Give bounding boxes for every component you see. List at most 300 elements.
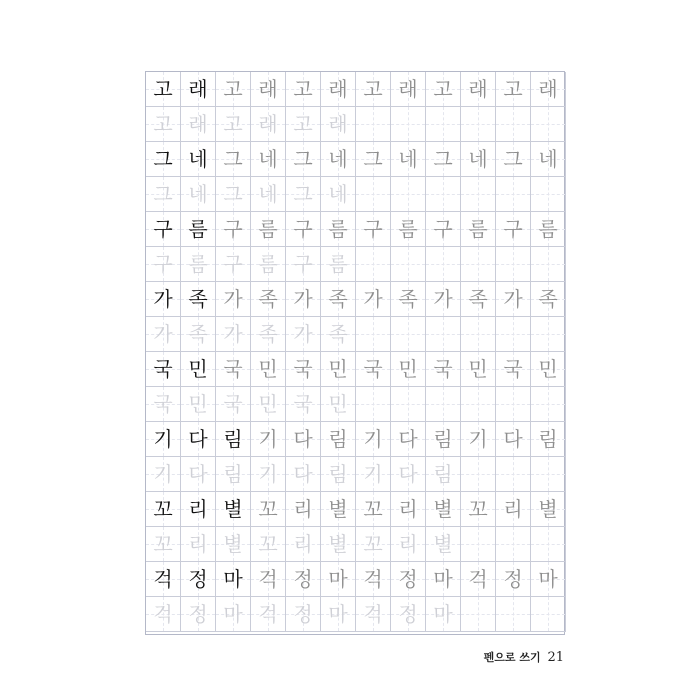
syllable: 그 xyxy=(503,147,523,171)
blank-practice-cell xyxy=(496,177,531,212)
trace-syllable-cell xyxy=(251,282,286,317)
syllable: 림 xyxy=(328,462,348,486)
syllable: 름 xyxy=(188,217,208,241)
syllable: 별 xyxy=(328,497,348,521)
faint-trace-cell xyxy=(426,597,461,632)
faint-trace-cell xyxy=(216,457,251,492)
blank-practice-cell xyxy=(531,247,566,282)
trace-syllable-cell xyxy=(391,142,426,177)
blank-practice-cell xyxy=(496,597,531,632)
blank-practice-cell xyxy=(531,457,566,492)
model-syllable-cell xyxy=(181,422,216,457)
syllable: 별 xyxy=(223,532,243,556)
trace-syllable-cell xyxy=(496,562,531,597)
trace-syllable-cell xyxy=(216,72,251,107)
syllable: 구 xyxy=(223,252,243,276)
syllable: 족 xyxy=(188,322,208,346)
faint-trace-cell xyxy=(286,107,321,142)
blank-practice-cell xyxy=(496,317,531,352)
syllable: 구 xyxy=(293,252,313,276)
model-syllable-cell xyxy=(146,282,181,317)
syllable: 국 xyxy=(153,392,173,416)
faint-trace-cell xyxy=(286,527,321,562)
faint-trace-cell xyxy=(426,457,461,492)
blank-practice-cell xyxy=(531,177,566,212)
syllable: 네 xyxy=(398,147,418,171)
blank-practice-cell xyxy=(531,107,566,142)
faint-trace-cell xyxy=(146,177,181,212)
trace-syllable-cell xyxy=(426,352,461,387)
trace-syllable-cell xyxy=(531,562,566,597)
syllable: 래 xyxy=(328,112,348,136)
syllable: 정 xyxy=(398,602,418,626)
syllable: 구 xyxy=(293,217,313,241)
trace-syllable-cell xyxy=(216,282,251,317)
syllable: 네 xyxy=(188,147,208,171)
syllable: 래 xyxy=(398,77,418,101)
faint-trace-cell xyxy=(181,387,216,422)
trace-syllable-cell xyxy=(496,72,531,107)
faint-trace-cell xyxy=(426,527,461,562)
trace-syllable-cell xyxy=(531,72,566,107)
blank-practice-cell xyxy=(461,107,496,142)
trace-syllable-cell xyxy=(461,352,496,387)
trace-syllable-cell xyxy=(426,422,461,457)
syllable: 마 xyxy=(328,567,348,591)
syllable: 가 xyxy=(223,322,243,346)
trace-syllable-cell xyxy=(531,282,566,317)
syllable: 래 xyxy=(188,77,208,101)
syllable: 구 xyxy=(153,252,173,276)
trace-syllable-cell xyxy=(321,422,356,457)
syllable: 족 xyxy=(258,287,278,311)
syllable: 그 xyxy=(293,147,313,171)
faint-trace-cell xyxy=(251,527,286,562)
blank-practice-cell xyxy=(461,457,496,492)
trace-syllable-cell xyxy=(286,282,321,317)
faint-trace-cell xyxy=(391,597,426,632)
syllable: 림 xyxy=(538,427,558,451)
syllable: 리 xyxy=(398,497,418,521)
syllable: 그 xyxy=(223,182,243,206)
trace-syllable-cell xyxy=(496,142,531,177)
model-syllable-cell xyxy=(181,72,216,107)
syllable: 가 xyxy=(363,287,383,311)
syllable: 리 xyxy=(293,497,313,521)
syllable: 래 xyxy=(188,112,208,136)
trace-syllable-cell xyxy=(496,282,531,317)
model-syllable-cell xyxy=(181,352,216,387)
syllable: 가 xyxy=(153,287,173,311)
faint-trace-cell xyxy=(146,387,181,422)
footer-label: 펜으로 쓰기 xyxy=(483,651,541,664)
trace-syllable-cell xyxy=(286,72,321,107)
trace-syllable-cell xyxy=(356,562,391,597)
syllable: 민 xyxy=(258,357,278,381)
blank-practice-cell xyxy=(426,107,461,142)
syllable: 국 xyxy=(223,392,243,416)
syllable: 리 xyxy=(188,497,208,521)
faint-trace-cell xyxy=(146,527,181,562)
syllable: 족 xyxy=(398,287,418,311)
syllable: 민 xyxy=(468,357,488,381)
trace-syllable-cell xyxy=(391,282,426,317)
model-syllable-cell xyxy=(181,142,216,177)
blank-practice-cell xyxy=(461,247,496,282)
blank-practice-cell xyxy=(391,177,426,212)
blank-practice-cell xyxy=(391,107,426,142)
faint-trace-cell xyxy=(251,247,286,282)
faint-trace-cell xyxy=(146,317,181,352)
trace-syllable-cell xyxy=(216,212,251,247)
faint-trace-cell xyxy=(181,457,216,492)
syllable: 걱 xyxy=(153,602,173,626)
trace-syllable-cell xyxy=(531,142,566,177)
syllable: 림 xyxy=(223,427,243,451)
syllable: 민 xyxy=(398,357,418,381)
syllable: 그 xyxy=(433,147,453,171)
syllable: 네 xyxy=(328,182,348,206)
syllable: 마 xyxy=(223,602,243,626)
syllable: 국 xyxy=(223,357,243,381)
model-syllable-cell xyxy=(181,562,216,597)
blank-practice-cell xyxy=(356,107,391,142)
trace-syllable-cell xyxy=(461,562,496,597)
syllable: 민 xyxy=(328,357,348,381)
syllable: 꼬 xyxy=(258,497,278,521)
syllable: 족 xyxy=(328,287,348,311)
blank-practice-cell xyxy=(426,387,461,422)
trace-syllable-cell xyxy=(356,212,391,247)
blank-practice-cell xyxy=(531,387,566,422)
blank-practice-cell xyxy=(531,317,566,352)
trace-syllable-cell xyxy=(391,212,426,247)
syllable: 별 xyxy=(328,532,348,556)
syllable: 정 xyxy=(503,567,523,591)
syllable: 걱 xyxy=(258,567,278,591)
faint-trace-cell xyxy=(181,107,216,142)
trace-syllable-cell xyxy=(356,422,391,457)
syllable: 네 xyxy=(538,147,558,171)
syllable: 기 xyxy=(153,462,173,486)
trace-syllable-cell xyxy=(286,212,321,247)
syllable: 그 xyxy=(293,182,313,206)
model-syllable-cell xyxy=(181,212,216,247)
faint-trace-cell xyxy=(181,597,216,632)
syllable: 꼬 xyxy=(363,497,383,521)
syllable: 정 xyxy=(293,602,313,626)
syllable: 네 xyxy=(258,182,278,206)
trace-syllable-cell xyxy=(461,142,496,177)
blank-practice-cell xyxy=(356,177,391,212)
blank-practice-cell xyxy=(356,387,391,422)
trace-syllable-cell xyxy=(321,282,356,317)
syllable: 리 xyxy=(293,532,313,556)
syllable: 정 xyxy=(188,602,208,626)
blank-practice-cell xyxy=(531,597,566,632)
syllable: 기 xyxy=(468,427,488,451)
faint-trace-cell xyxy=(216,597,251,632)
trace-syllable-cell xyxy=(531,422,566,457)
trace-syllable-cell xyxy=(496,212,531,247)
syllable: 림 xyxy=(328,427,348,451)
trace-syllable-cell xyxy=(426,72,461,107)
faint-trace-cell xyxy=(251,387,286,422)
syllable: 국 xyxy=(153,357,173,381)
syllable: 국 xyxy=(293,392,313,416)
trace-syllable-cell xyxy=(356,142,391,177)
faint-trace-cell xyxy=(286,387,321,422)
faint-trace-cell xyxy=(286,317,321,352)
syllable: 구 xyxy=(433,217,453,241)
trace-syllable-cell xyxy=(251,142,286,177)
trace-syllable-cell xyxy=(496,492,531,527)
trace-syllable-cell xyxy=(461,72,496,107)
trace-syllable-cell xyxy=(286,492,321,527)
syllable: 꼬 xyxy=(468,497,488,521)
model-syllable-cell xyxy=(181,282,216,317)
syllable: 걱 xyxy=(153,567,173,591)
blank-practice-cell xyxy=(391,387,426,422)
model-syllable-cell xyxy=(146,142,181,177)
syllable: 래 xyxy=(328,77,348,101)
faint-trace-cell xyxy=(251,597,286,632)
trace-syllable-cell xyxy=(251,422,286,457)
syllable: 래 xyxy=(538,77,558,101)
syllable: 기 xyxy=(258,427,278,451)
model-syllable-cell xyxy=(181,492,216,527)
syllable: 꼬 xyxy=(153,497,173,521)
faint-trace-cell xyxy=(216,247,251,282)
syllable: 네 xyxy=(328,147,348,171)
syllable: 기 xyxy=(363,462,383,486)
syllable: 다 xyxy=(398,462,418,486)
model-syllable-cell xyxy=(146,72,181,107)
syllable: 구 xyxy=(363,217,383,241)
trace-syllable-cell xyxy=(461,492,496,527)
trace-syllable-cell xyxy=(286,142,321,177)
trace-syllable-cell xyxy=(356,282,391,317)
trace-syllable-cell xyxy=(461,422,496,457)
trace-syllable-cell xyxy=(461,212,496,247)
trace-syllable-cell xyxy=(426,562,461,597)
syllable: 꼬 xyxy=(258,532,278,556)
syllable: 별 xyxy=(538,497,558,521)
syllable: 네 xyxy=(258,147,278,171)
model-syllable-cell xyxy=(216,422,251,457)
faint-trace-cell xyxy=(146,247,181,282)
syllable: 그 xyxy=(223,147,243,171)
syllable: 걱 xyxy=(468,567,488,591)
syllable: 고 xyxy=(503,77,523,101)
model-syllable-cell xyxy=(146,352,181,387)
blank-practice-cell xyxy=(461,527,496,562)
syllable: 그 xyxy=(363,147,383,171)
syllable: 고 xyxy=(433,77,453,101)
faint-trace-cell xyxy=(286,247,321,282)
trace-syllable-cell xyxy=(391,562,426,597)
syllable: 가 xyxy=(223,287,243,311)
trace-syllable-cell xyxy=(356,492,391,527)
blank-practice-cell xyxy=(496,387,531,422)
faint-trace-cell xyxy=(251,107,286,142)
syllable: 구 xyxy=(153,217,173,241)
syllable: 정 xyxy=(293,567,313,591)
faint-trace-cell xyxy=(181,317,216,352)
syllable: 네 xyxy=(468,147,488,171)
syllable: 름 xyxy=(258,252,278,276)
blank-practice-cell xyxy=(461,387,496,422)
faint-trace-cell xyxy=(321,387,356,422)
syllable: 족 xyxy=(328,322,348,346)
model-syllable-cell xyxy=(146,212,181,247)
syllable: 래 xyxy=(258,112,278,136)
syllable: 리 xyxy=(503,497,523,521)
trace-syllable-cell xyxy=(321,72,356,107)
faint-trace-cell xyxy=(321,177,356,212)
syllable: 마 xyxy=(223,567,243,591)
model-syllable-cell xyxy=(146,422,181,457)
syllable: 걱 xyxy=(258,602,278,626)
syllable: 그 xyxy=(153,182,173,206)
trace-syllable-cell xyxy=(391,352,426,387)
faint-trace-cell xyxy=(181,247,216,282)
blank-practice-cell xyxy=(426,177,461,212)
blank-practice-cell xyxy=(531,527,566,562)
syllable: 꼬 xyxy=(153,532,173,556)
trace-syllable-cell xyxy=(496,422,531,457)
syllable: 국 xyxy=(363,357,383,381)
blank-practice-cell xyxy=(391,317,426,352)
faint-trace-cell xyxy=(216,387,251,422)
syllable: 국 xyxy=(503,357,523,381)
syllable: 마 xyxy=(328,602,348,626)
syllable: 걱 xyxy=(363,567,383,591)
syllable: 족 xyxy=(468,287,488,311)
blank-practice-cell xyxy=(496,457,531,492)
syllable: 가 xyxy=(153,322,173,346)
syllable: 가 xyxy=(293,287,313,311)
syllable: 가 xyxy=(433,287,453,311)
faint-trace-cell xyxy=(356,457,391,492)
syllable: 다 xyxy=(188,462,208,486)
trace-syllable-cell xyxy=(321,352,356,387)
trace-syllable-cell xyxy=(251,72,286,107)
syllable: 별 xyxy=(433,532,453,556)
syllable: 름 xyxy=(468,217,488,241)
syllable: 민 xyxy=(328,392,348,416)
syllable: 리 xyxy=(188,532,208,556)
trace-syllable-cell xyxy=(391,72,426,107)
blank-practice-cell xyxy=(426,317,461,352)
blank-practice-cell xyxy=(356,247,391,282)
syllable: 다 xyxy=(503,427,523,451)
syllable: 다 xyxy=(293,427,313,451)
trace-syllable-cell xyxy=(321,142,356,177)
trace-syllable-cell xyxy=(286,352,321,387)
syllable: 다 xyxy=(188,427,208,451)
faint-trace-cell xyxy=(251,317,286,352)
faint-trace-cell xyxy=(391,527,426,562)
syllable: 래 xyxy=(468,77,488,101)
faint-trace-cell xyxy=(321,317,356,352)
syllable: 고 xyxy=(223,112,243,136)
faint-trace-cell xyxy=(181,177,216,212)
faint-trace-cell xyxy=(286,597,321,632)
trace-syllable-cell xyxy=(251,492,286,527)
syllable: 름 xyxy=(538,217,558,241)
model-syllable-cell xyxy=(216,562,251,597)
trace-syllable-cell xyxy=(321,492,356,527)
model-syllable-cell xyxy=(146,492,181,527)
syllable: 민 xyxy=(538,357,558,381)
syllable: 걱 xyxy=(363,602,383,626)
syllable: 마 xyxy=(433,602,453,626)
trace-syllable-cell xyxy=(426,212,461,247)
syllable: 마 xyxy=(538,567,558,591)
trace-syllable-cell xyxy=(251,562,286,597)
syllable: 네 xyxy=(188,182,208,206)
faint-trace-cell xyxy=(356,597,391,632)
trace-syllable-cell xyxy=(531,212,566,247)
faint-trace-cell xyxy=(146,457,181,492)
syllable: 기 xyxy=(153,427,173,451)
faint-trace-cell xyxy=(216,527,251,562)
model-syllable-cell xyxy=(216,492,251,527)
syllable: 족 xyxy=(188,287,208,311)
syllable: 족 xyxy=(258,322,278,346)
syllable: 별 xyxy=(433,497,453,521)
syllable: 민 xyxy=(188,357,208,381)
syllable: 가 xyxy=(503,287,523,311)
page-footer xyxy=(484,649,564,665)
syllable: 름 xyxy=(398,217,418,241)
faint-trace-cell xyxy=(321,247,356,282)
syllable: 구 xyxy=(223,217,243,241)
blank-practice-cell xyxy=(356,317,391,352)
syllable: 국 xyxy=(293,357,313,381)
syllable: 마 xyxy=(433,567,453,591)
syllable: 림 xyxy=(223,462,243,486)
syllable: 고 xyxy=(363,77,383,101)
syllable: 가 xyxy=(293,322,313,346)
trace-syllable-cell xyxy=(216,352,251,387)
faint-trace-cell xyxy=(356,527,391,562)
blank-practice-cell xyxy=(426,247,461,282)
blank-practice-cell xyxy=(496,247,531,282)
faint-trace-cell xyxy=(251,457,286,492)
faint-trace-cell xyxy=(286,457,321,492)
faint-trace-cell xyxy=(391,457,426,492)
trace-syllable-cell xyxy=(391,422,426,457)
trace-syllable-cell xyxy=(426,492,461,527)
syllable: 구 xyxy=(503,217,523,241)
trace-syllable-cell xyxy=(391,492,426,527)
faint-trace-cell xyxy=(321,527,356,562)
syllable: 기 xyxy=(363,427,383,451)
trace-syllable-cell xyxy=(286,562,321,597)
trace-syllable-cell xyxy=(426,142,461,177)
faint-trace-cell xyxy=(251,177,286,212)
faint-trace-cell xyxy=(146,597,181,632)
syllable: 민 xyxy=(258,392,278,416)
trace-syllable-cell xyxy=(321,212,356,247)
trace-syllable-cell xyxy=(531,352,566,387)
syllable: 고 xyxy=(153,77,173,101)
syllable: 정 xyxy=(188,567,208,591)
syllable: 꼬 xyxy=(363,532,383,556)
faint-trace-cell xyxy=(321,107,356,142)
